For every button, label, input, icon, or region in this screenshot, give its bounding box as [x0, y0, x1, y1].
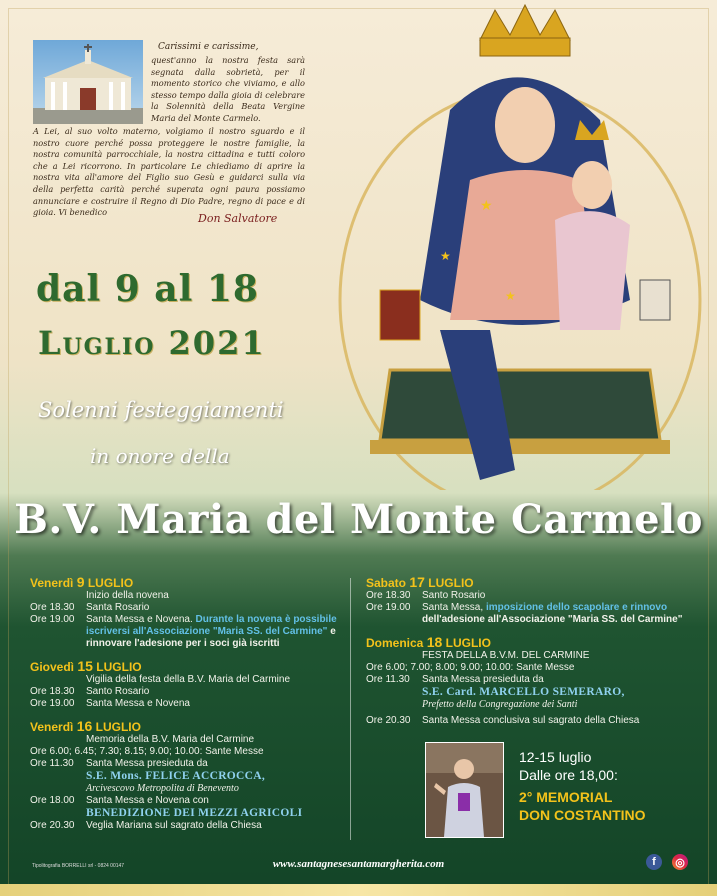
memorial-dates: 12-15 luglio	[519, 749, 592, 765]
day-name: Venerdì	[30, 720, 74, 734]
memorial-time: Dalle ore 18,00:	[519, 767, 618, 783]
event-text: Veglia Mariana sul sagrato della Chiesa	[86, 820, 262, 831]
event-time: Ore 11.30	[30, 758, 74, 769]
schedule-day	[30, 720, 348, 832]
presider-name: S.E. Card. MARCELLO SEMERARO,	[422, 686, 625, 698]
presider-title: Arcivescovo Metropolita di Benevento	[86, 783, 239, 794]
svg-text:★: ★	[480, 198, 493, 214]
event-text: Santa Messa conclusiva sul sagrato della Chiesa	[422, 715, 640, 726]
dates-line-1: dal 9 al 18	[36, 268, 259, 310]
event-text: Santa Messa e Novena	[86, 698, 190, 709]
event-time	[30, 590, 86, 602]
day-number: 18	[426, 634, 443, 650]
day-name: Sabato	[366, 576, 407, 590]
svg-text:★: ★	[505, 289, 516, 303]
event-text: Santa Messa presieduta da	[86, 758, 208, 769]
event-text: FESTA DELLA B.V.M. DEL CARMINE	[422, 650, 590, 661]
printer-credit: Tipolitografia BORRELLI srl - 0824 00147	[32, 863, 125, 869]
main-title: B.V. Maria del Monte Carmelo	[14, 496, 703, 543]
madonna-statue-image	[330, 0, 710, 490]
event-text: Santo Rosario	[422, 590, 486, 601]
website-url[interactable]: www.santagnesesantamargherita.com	[272, 858, 445, 870]
event-text: Vigilia della festa della B.V. Maria del Carmine	[86, 674, 290, 685]
event-time: Ore 18.00	[30, 795, 75, 806]
event-time	[30, 674, 86, 686]
event-text: Santa Messa e Novena con	[86, 795, 209, 806]
day-name: Giovedì	[30, 660, 75, 674]
schedule-day	[30, 576, 348, 650]
event-time: Ore 19.00	[366, 602, 411, 613]
schedule-right	[366, 572, 696, 727]
day-name: Domenica	[366, 636, 424, 650]
church-photo	[33, 40, 143, 124]
day-number: 15	[77, 658, 93, 674]
day-month: LUGLIO	[445, 636, 491, 650]
day-month: LUGLIO	[96, 660, 142, 674]
event-time: Ore 19.00	[30, 698, 75, 709]
letter-paragraph-1: quest'anno la nostra festa sarà segnata dalla sobrietà, per il momento storico che viviamo, e allo stesso tempo dalla gioia di celebrare la Solennità della Beata Vergine Maria del Monte Carmelo.	[151, 55, 305, 123]
event-text: Santa Rosario	[86, 602, 150, 613]
subtitle-line-1: Solenni festeggiamenti	[38, 398, 284, 422]
facebook-icon[interactable]: f	[646, 854, 662, 870]
svg-text:★: ★	[440, 249, 451, 263]
event-bold: e rinnovare l'adesione per i soci già iscritti	[86, 626, 336, 649]
event-highlight: Durante la novena è possibile iscriversi all'Associazione "Maria SS. del Carmine"	[86, 614, 337, 637]
memorial-title-1: 2° MEMORIAL	[519, 789, 613, 805]
event-text: Memoria della B.V. Maria del Carmine	[86, 734, 255, 745]
schedule-left	[30, 572, 348, 832]
subtitle-line-2: in onore della	[90, 444, 230, 468]
event-time: Ore 6.00; 7.00; 8.00; 9.00; 10.00:	[366, 662, 514, 673]
event-time: Ore 6.00; 6.45; 7.30; 8.15; 9.00; 10.00:	[30, 746, 203, 757]
event-text: Inizio della novena	[86, 590, 169, 601]
event-time: Ore 18.30	[366, 590, 411, 601]
column-divider	[350, 578, 351, 840]
event-bold: dell'adesione all'Associazione "Maria SS. del Carmine"	[422, 614, 683, 625]
memorial-title-2: DON COSTANTINO	[519, 807, 646, 823]
instagram-icon[interactable]: ◎	[672, 854, 688, 870]
event-time: Ore 11.30	[366, 674, 410, 685]
dates-line-2: Luglio 2021	[38, 324, 266, 362]
day-month: LUGLIO	[428, 576, 474, 590]
bottom-gold-band	[0, 884, 717, 896]
letter-salutation: Carissimi e carissime,	[158, 42, 259, 52]
event-time: Ore 20.30	[366, 715, 411, 726]
event-time: Ore 18.30	[30, 602, 75, 613]
memorial-photo	[425, 742, 504, 838]
event-time: Ore 19.00	[30, 614, 75, 625]
day-name: Venerdì	[30, 576, 74, 590]
event-time: Ore 18.30	[30, 686, 75, 697]
presider-name: S.E. Mons. FELICE ACCROCCA,	[86, 770, 266, 782]
event-text: Sante Messe	[205, 746, 264, 757]
presider-title: Prefetto della Congregazione dei Santi	[422, 699, 578, 710]
schedule-day	[30, 660, 348, 710]
day-month: LUGLIO	[87, 576, 134, 590]
day-number: 17	[409, 574, 425, 590]
event-time	[366, 650, 422, 662]
schedule-day	[366, 636, 696, 727]
letter-paragraph-2: A Lei, al suo volto materno, volgiamo il nostro sguardo e il nostro cuore perché possa proteggere le nostre famiglie, la nostra comunità parrocchiale, la nostra cittadina e tutti coloro che a Lei ricorrono. In particolare Le chiediamo di aprire la nostra vita all'amore del Figlio suo Gesù e guidarci sulla via della perfetta carità perché superata ogni paura possiamo annunciare e costruire il Regno di Dio Padre, regno di pace e di gioia. Vi benedico	[33, 126, 305, 218]
event-highlight: imposizione dello scapolare e rinnovo	[485, 602, 668, 613]
letter-signature: Don Salvatore	[198, 212, 278, 225]
event-time	[30, 734, 86, 746]
day-number: 16	[76, 718, 93, 734]
event-text: Sante Messe	[516, 662, 575, 673]
event-emphasis: BENEDIZIONE DEI MEZZI AGRICOLI	[86, 807, 303, 819]
schedule-day	[366, 576, 696, 626]
event-text: Santa Messa,	[422, 602, 484, 613]
event-time: Ore 20.30	[30, 820, 75, 831]
memorial-info	[519, 748, 646, 824]
day-month: LUGLIO	[95, 720, 141, 734]
day-number: 9	[76, 574, 85, 590]
event-text: Santa Messa e Novena.	[86, 614, 193, 625]
event-text: Santa Messa presieduta da	[422, 674, 544, 685]
event-text: Santo Rosario	[86, 686, 150, 697]
